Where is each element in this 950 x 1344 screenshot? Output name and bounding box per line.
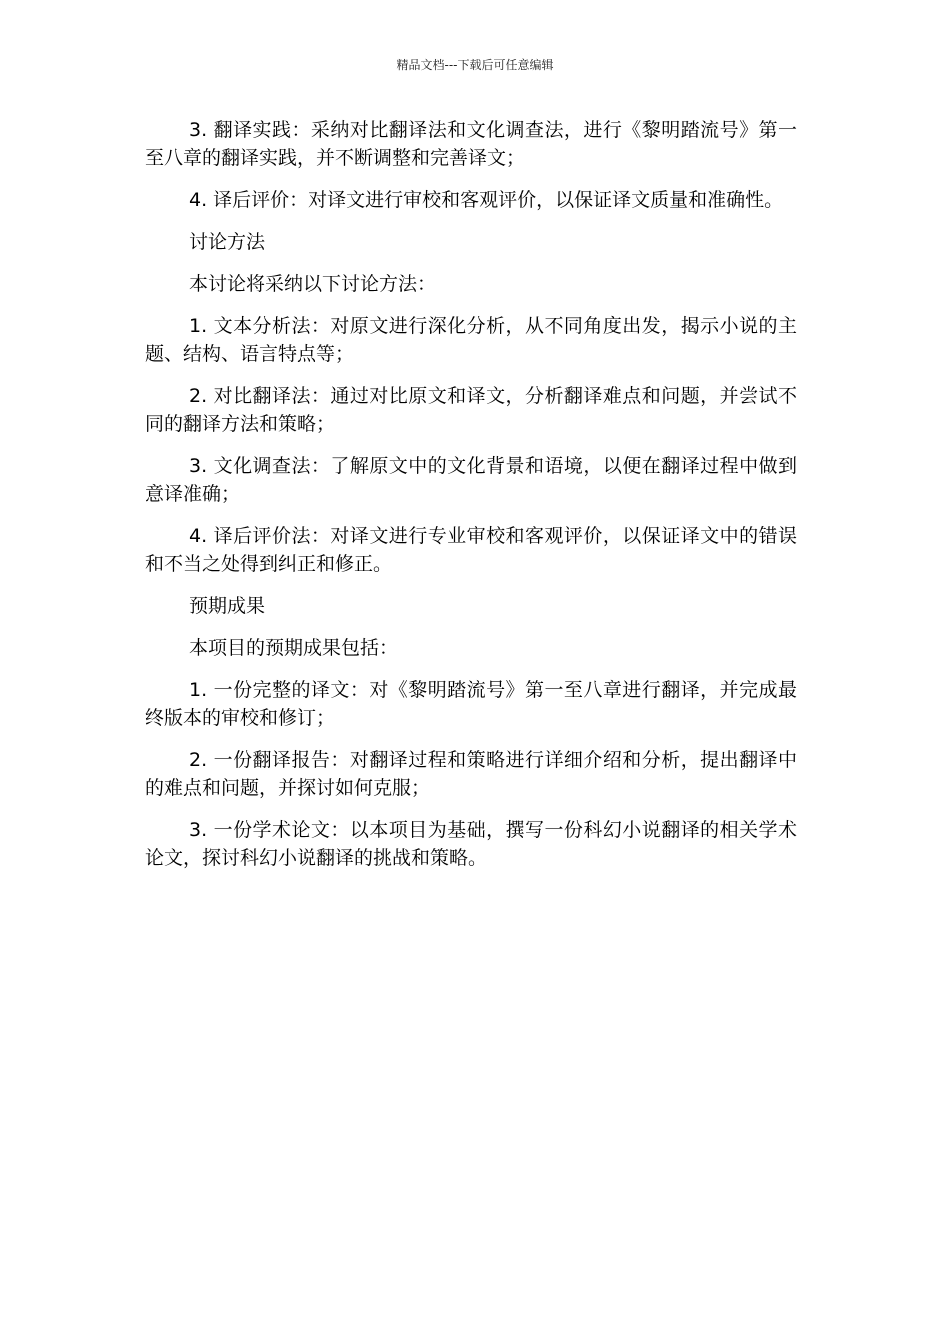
paragraph-text-analysis: 1. 文本分析法：对原文进行深化分析，从不同角度出发，揭示小说的主题、结构、语言特点等； (145, 315, 797, 365)
document-body (145, 116, 797, 886)
paragraph-results-intro: 本项目的预期成果包括： (189, 637, 399, 659)
page-header: 精品文档---下载后可任意编辑 (396, 58, 554, 72)
paragraph-academic-paper: 3. 一份学术论文：以本项目为基础，撰写一份科幻小说翻译的相关学术论文，探讨科幻小说翻译的挑战和策略。 (145, 819, 797, 869)
paragraph-post-translation-evaluation: 4. 译后评价法：对译文进行专业审校和客观评价，以保证译文中的错误和不当之处得到纠正和修正。 (145, 525, 797, 575)
paragraph-methods-intro: 本讨论将采纳以下讨论方法： (189, 273, 437, 295)
paragraph-contrastive-translation: 2. 对比翻译法：通过对比原文和译文，分析翻译难点和问题，并尝试不同的翻译方法和策略； (145, 385, 797, 435)
paragraph-post-translation-review: 4. 译后评价：对译文进行审校和客观评价，以保证译文质量和准确性。 (189, 189, 784, 211)
paragraph-translation-practice: 3. 翻译实践：采纳对比翻译法和文化调查法，进行《黎明踏流号》第一至八章的翻译实践，并不断调整和完善译文； (145, 119, 797, 169)
paragraph-translation-report: 2. 一份翻译报告：对翻译过程和策略进行详细介绍和分析，提出翻译中的难点和问题，并探讨如何克服； (145, 749, 797, 799)
paragraph-complete-translation: 1. 一份完整的译文：对《黎明踏流号》第一至八章进行翻译，并完成最终版本的审校和修订； (145, 679, 797, 729)
section-heading-methods: 讨论方法 (189, 231, 266, 253)
section-heading-expected-results: 预期成果 (189, 595, 266, 617)
paragraph-cultural-investigation: 3. 文化调查法：了解原文中的文化背景和语境，以便在翻译过程中做到意译准确； (145, 455, 797, 505)
